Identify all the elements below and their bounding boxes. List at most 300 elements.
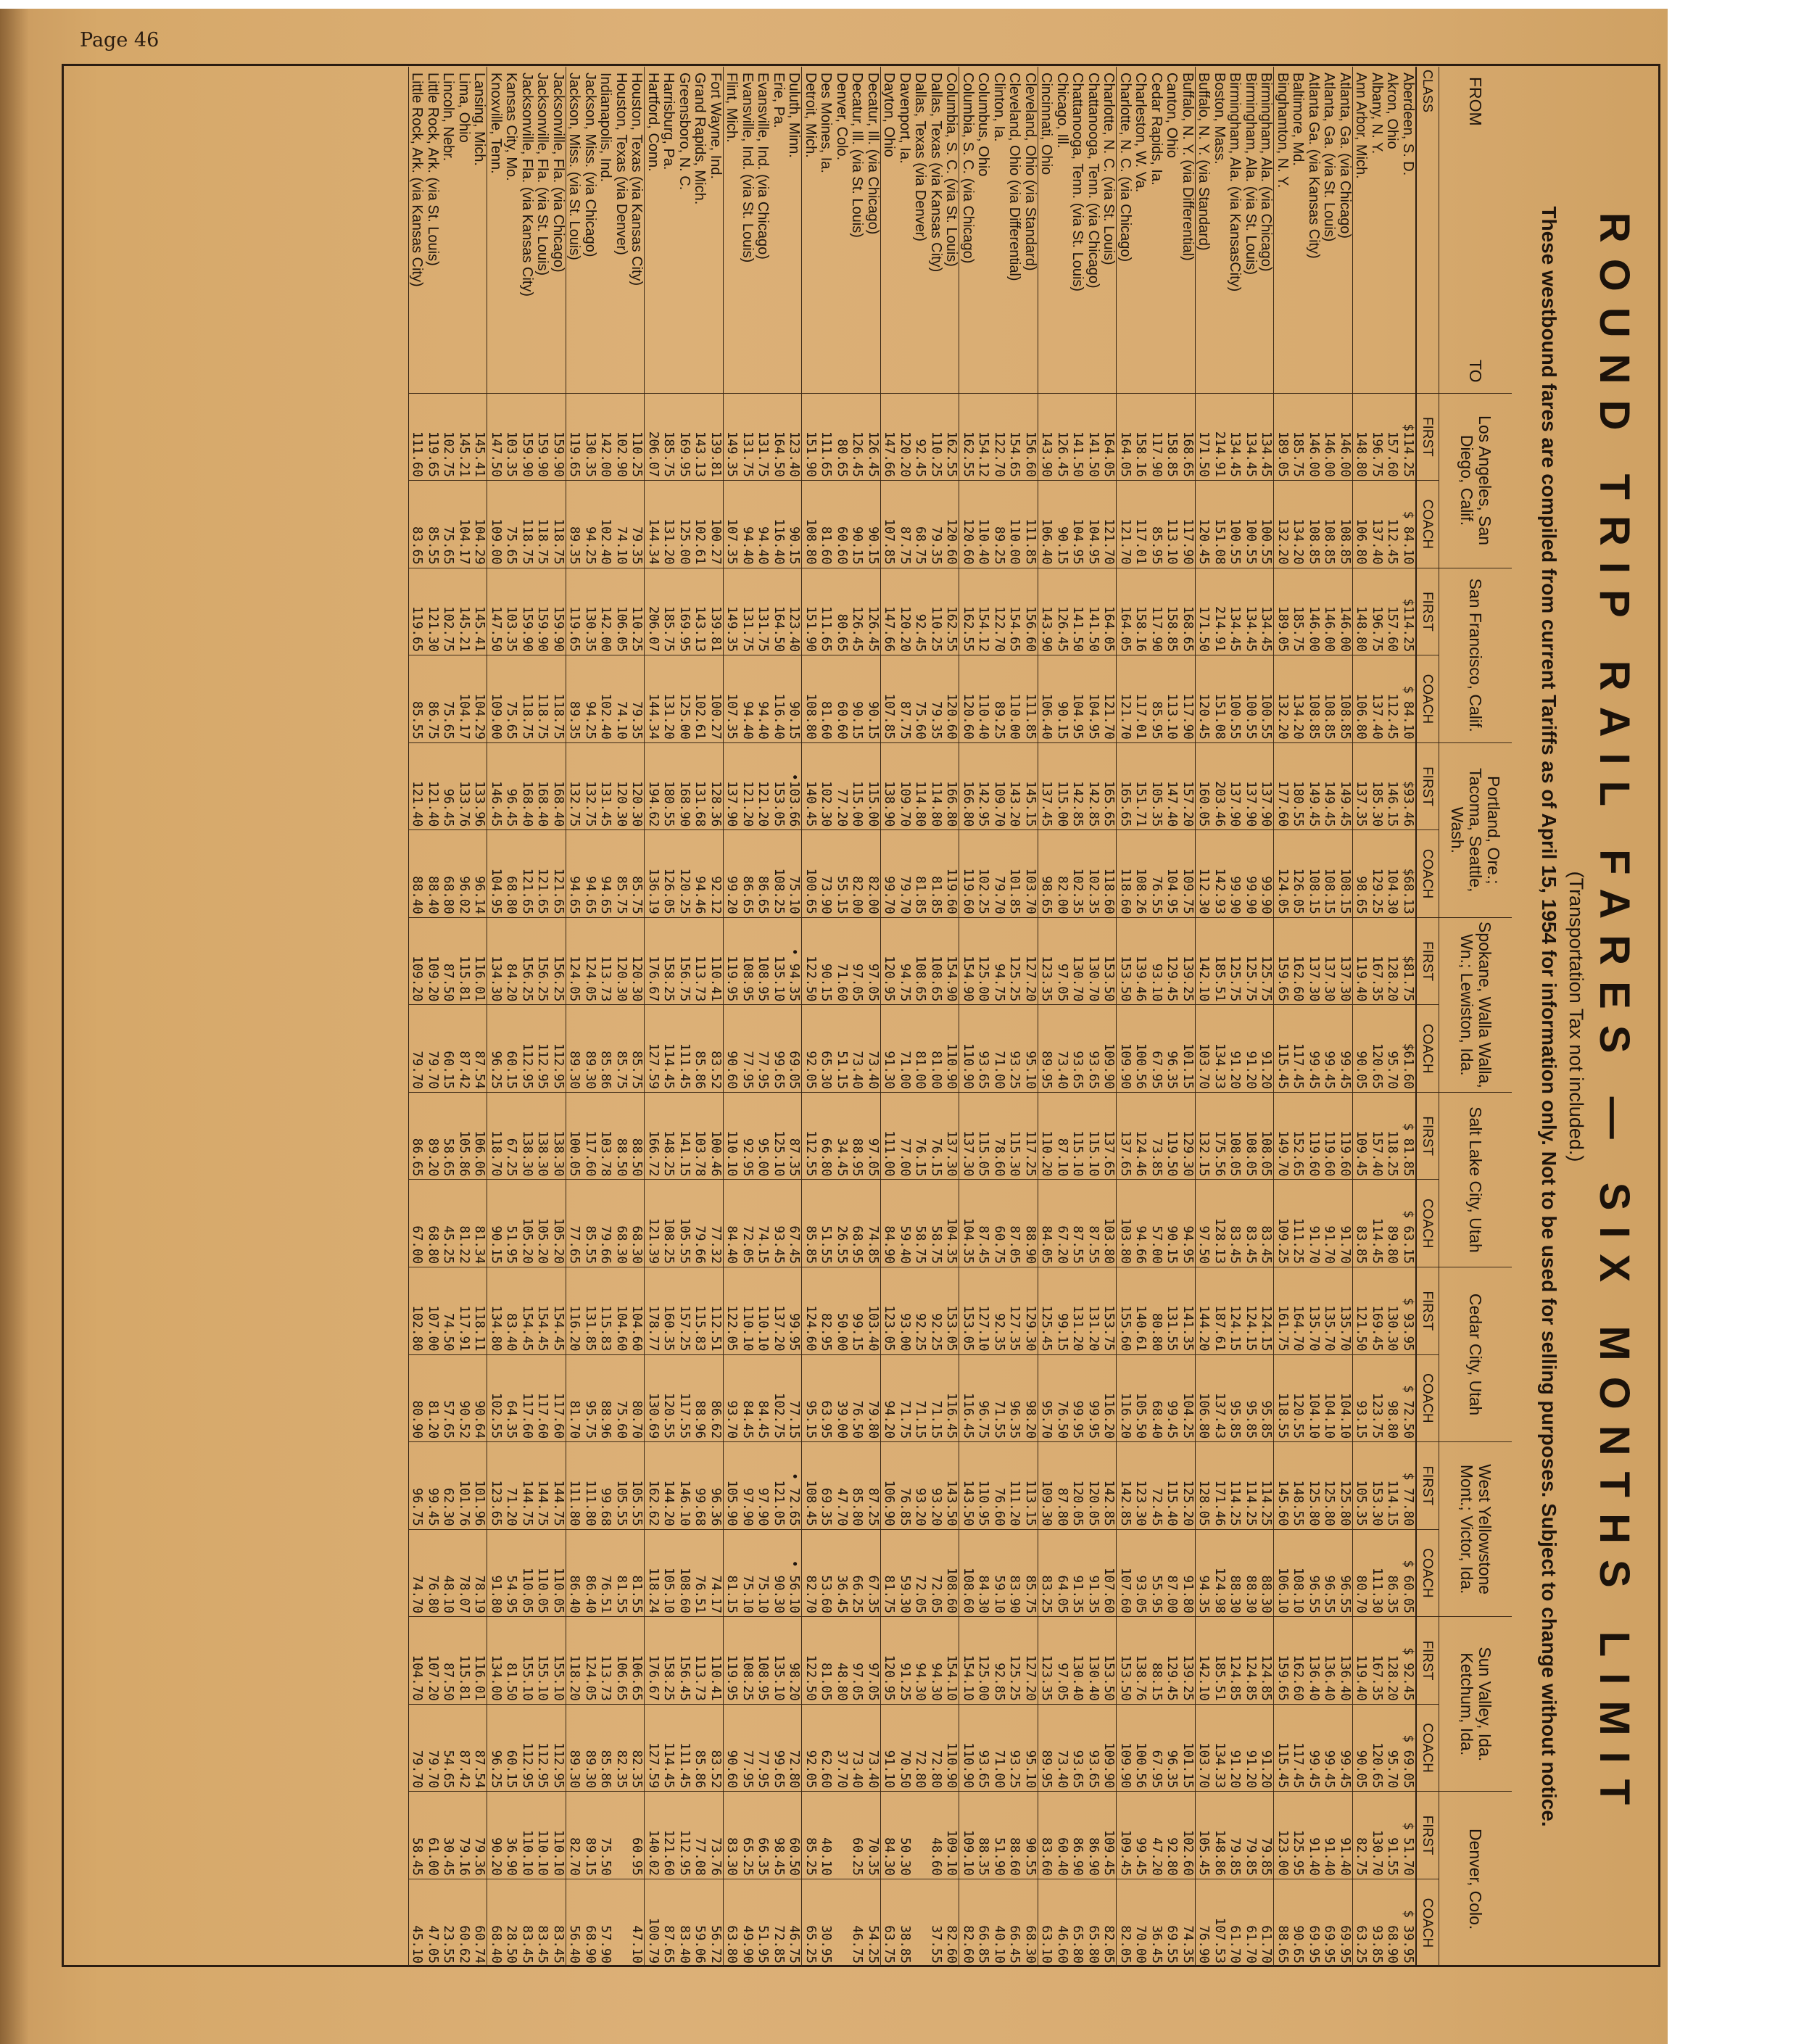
fare-value: 74.17 (708, 1575, 723, 1614)
fare-value: 121.60 (661, 1829, 676, 1876)
destination-header: San Francisco, Calif. (1439, 568, 1512, 742)
fare-value: 87.75 (898, 701, 912, 740)
fare-value: 112.30 (1196, 868, 1212, 914)
fare-column-cell (1353, 1704, 1417, 1792)
fare-value: 112.95 (677, 1829, 692, 1876)
fare-value: 86.40 (567, 1575, 582, 1614)
fare-value: 120.95 (882, 956, 897, 1002)
fare-value: 75.65 (504, 701, 519, 740)
fare-value: 115.83 (598, 1305, 613, 1352)
fare-value: 117.60 (535, 1392, 550, 1439)
fare-column-cell (959, 1704, 1038, 1792)
fare-value: 123.65 (489, 1480, 503, 1526)
origin-city: Duluth, Minn. (786, 73, 802, 158)
fare-column-cell (1038, 1267, 1117, 1355)
fare-value: 156.25 (520, 956, 534, 1002)
fare-value: 68.95 (850, 1225, 865, 1265)
fare-value: 120.55 (1291, 1392, 1306, 1439)
origin-city: Buffalo, N. Y. (via Standard) (1196, 73, 1212, 251)
coach-class-header: COACH (1416, 1005, 1439, 1093)
fare-value: 110.25 (929, 605, 943, 653)
fare-value: 68.80 (441, 876, 456, 914)
fare-value: 124.15 (1243, 1305, 1258, 1352)
fare-value: 109.20 (410, 956, 425, 1002)
fare-value: 71.15 (929, 1400, 943, 1439)
fare-value: 55.15 (835, 876, 849, 914)
fare-value: 111.80 (583, 1480, 597, 1526)
fare-value: 76.80 (426, 1575, 440, 1614)
destination-header: Salt Lake City, Utah (1439, 1092, 1512, 1267)
fare-value: 60.95 (629, 1837, 645, 1876)
fare-value: 109.45 (1101, 1829, 1117, 1876)
fare-value: 81.60 (819, 701, 834, 740)
fare-value: 70.35 (866, 1837, 880, 1876)
fare-value: 74.10 (614, 526, 629, 565)
fare-value: 88.35 (976, 1837, 991, 1876)
fare-value: 117.60 (520, 1392, 534, 1439)
fare-value: 79.70 (426, 1051, 440, 1089)
fare-value: 71.00 (898, 1051, 912, 1089)
origin-city: Evansville, Ind. (via St. Louis) (740, 73, 756, 263)
fare-value: 124.85 (1259, 1655, 1274, 1701)
rotated-fare-sheet (65, 67, 1660, 1966)
fare-value: 91.20 (1243, 1051, 1258, 1089)
fare-value: 80.70 (1354, 1575, 1369, 1614)
fare-value: 146.00 (1322, 431, 1337, 478)
fare-value: 89.15 (583, 1837, 597, 1876)
fare-value: 87.45 (976, 1225, 991, 1265)
fare-value: 103.70 (1196, 1742, 1212, 1789)
fare-value: 94.20 (882, 1400, 897, 1439)
fare-value: 111.85 (1023, 693, 1038, 740)
fare-value: 79.70 (992, 876, 1006, 914)
fare-value: 90.60 (724, 1750, 740, 1789)
fare-value: 144.34 (646, 518, 661, 565)
fare-value: 104.10 (1338, 1392, 1352, 1439)
fare-value: $ 69.05 (1401, 1734, 1415, 1789)
fare-value: 72.05 (929, 1575, 943, 1614)
origin-cities (1353, 67, 1417, 393)
fare-column-cell (1196, 1092, 1275, 1180)
fare-value: 91.70 (1338, 1225, 1352, 1265)
fare-value: 129.45 (1164, 1655, 1180, 1701)
fare-value: 116.20 (1118, 1392, 1133, 1439)
fare-value: 117.60 (551, 1392, 566, 1439)
fare-group-row (1196, 67, 1275, 1966)
fare-value: 54.65 (441, 1750, 456, 1789)
fare-value: 87.50 (441, 963, 456, 1002)
fare-value: 99.45 (1338, 1750, 1352, 1789)
first-class-header: FIRST (1416, 742, 1439, 830)
fare-value: 137.43 (1212, 1392, 1227, 1439)
fare-value: 112.45 (1385, 693, 1400, 740)
fare-value: 185.75 (661, 431, 676, 478)
origin-city: Cedar Rapids, Ia. (1149, 73, 1164, 186)
fare-column-cell (1117, 655, 1196, 743)
fare-value: $ 60.05 (1401, 1560, 1415, 1614)
origin-city: Indianapolis, Ind. (597, 73, 614, 183)
fare-column-cell (802, 568, 881, 655)
fare-value: 67.00 (410, 1225, 425, 1265)
fare-value: 63.95 (819, 1400, 834, 1439)
fare-column-cell (487, 1005, 566, 1093)
fare-value: 93.65 (1086, 1051, 1101, 1089)
fare-column-cell (1196, 1180, 1275, 1267)
fare-column-cell (802, 1442, 881, 1530)
fare-value: 168.90 (677, 781, 692, 827)
origin-cities (1117, 67, 1196, 393)
fare-value: 105.10 (661, 1568, 676, 1614)
fare-value: 70.00 (1133, 1925, 1149, 1964)
fare-value: 113.73 (692, 956, 708, 1002)
fare-value: 61.70 (1259, 1925, 1274, 1964)
fare-value: 75.65 (441, 526, 456, 565)
fare-value: 108.25 (661, 1217, 676, 1265)
fare-value: 118.25 (1385, 1130, 1400, 1177)
origin-cities (566, 67, 645, 393)
origin-city: Jacksonville, Fla. (via St. Louis) (534, 73, 551, 276)
fare-value: 147.66 (882, 431, 897, 478)
fare-value: 72.85 (771, 1925, 786, 1964)
fare-value: 104.95 (1070, 693, 1085, 740)
fare-value: 119.65 (426, 431, 440, 478)
fare-value: 99.15 (850, 1312, 865, 1352)
coach-class-header: COACH (1416, 830, 1439, 918)
fare-value: 85.86 (598, 1750, 613, 1789)
fare-value: 126.45 (850, 431, 865, 478)
fare-value: 115.45 (1275, 1742, 1290, 1789)
fare-value: 65.25 (740, 1837, 755, 1876)
fare-value: 97.50 (1196, 1225, 1212, 1265)
fare-column-cell (881, 1529, 960, 1617)
fare-column-cell (487, 917, 566, 1005)
fare-value: 51.15 (835, 1051, 849, 1089)
fare-column-cell (1353, 1529, 1417, 1617)
fare-value: 90.65 (1291, 1925, 1306, 1964)
fare-column-cell (487, 1704, 566, 1792)
fare-value: 168.65 (1180, 431, 1195, 478)
fare-value: 125.25 (1007, 1655, 1022, 1701)
fare-value: 91.20 (1228, 1051, 1243, 1089)
fare-value: 90.15 (787, 701, 802, 740)
fare-value: 79.35 (929, 701, 943, 740)
fare-value: 137.30 (1322, 956, 1337, 1002)
fare-value: 153.50 (1118, 1655, 1133, 1701)
fare-value: 142.00 (598, 431, 613, 478)
fare-value: 100.05 (567, 1130, 582, 1177)
fare-value: 119.60 (944, 868, 959, 914)
fare-value: 36.45 (1149, 1925, 1164, 1964)
fare-value: 94.40 (756, 701, 771, 740)
fare-value: 113.10 (1164, 518, 1180, 565)
fare-column-cell (881, 742, 960, 830)
fare-value: 93.70 (724, 1400, 740, 1439)
fare-value: 125.80 (1338, 1480, 1352, 1526)
fare-value: 56.40 (567, 1925, 582, 1964)
fare-value: 79.66 (692, 1225, 708, 1265)
fare-value: 112.95 (535, 1043, 550, 1089)
fare-column-cell (802, 1617, 881, 1705)
fare-column-cell (1353, 1005, 1417, 1093)
fare-value: 75.60 (913, 701, 928, 740)
fare-value: $ 81.85 (1401, 1122, 1415, 1177)
fare-value: 143.90 (1039, 431, 1054, 478)
fare-value: 159.90 (520, 605, 534, 653)
fare-value: 65.80 (1070, 1925, 1085, 1964)
fare-value: 77.65 (567, 1225, 582, 1265)
fare-value: 116.45 (961, 1392, 975, 1439)
fare-column-cell (1274, 1442, 1353, 1530)
fare-value: 123.35 (1039, 1655, 1054, 1701)
fare-value: 89.30 (583, 1750, 597, 1789)
fare-column-cell (487, 1617, 566, 1705)
fare-value: 131.68 (692, 781, 708, 827)
fare-value: 110.40 (976, 693, 991, 740)
fare-value: 88.40 (426, 876, 440, 914)
fare-value: 109.90 (1118, 1043, 1133, 1089)
fare-value: 85.75 (629, 1051, 645, 1089)
fare-value: 68.30 (1023, 1925, 1038, 1964)
fare-value: 169.95 (677, 431, 692, 478)
fare-value: 144.20 (661, 1480, 676, 1526)
fare-value: 131.20 (661, 693, 676, 740)
fare-column-cell (1038, 568, 1117, 655)
fare-value: 136.40 (1307, 1655, 1321, 1701)
fare-value: 121.40 (410, 781, 425, 827)
fare-value: 130.70 (1086, 956, 1101, 1002)
fare-value: 63.10 (1039, 1925, 1054, 1964)
fare-value: 125.80 (1322, 1480, 1337, 1526)
origin-city: Buffalo, N. Y. (via Differential) (1180, 73, 1196, 261)
fare-value: 137.30 (1338, 956, 1352, 1002)
fare-value: 100.55 (1243, 518, 1258, 565)
origin-city: Kansas City, Mo. (503, 73, 520, 181)
fare-value: 89.80 (1385, 1225, 1400, 1265)
fare-value: 87.42 (457, 1051, 471, 1089)
fare-value: 136.40 (1338, 1655, 1352, 1701)
fare-value: 135.70 (1338, 1305, 1352, 1352)
fare-value: 68.80 (426, 1225, 440, 1265)
fare-column-cell (645, 1092, 724, 1180)
fare-value: 104.60 (614, 1305, 629, 1352)
origin-city: Houston, Texas (via Denver) (613, 73, 629, 255)
origin-city: Boston, Mass. (1212, 73, 1228, 165)
fare-value: 131.20 (1086, 1305, 1101, 1352)
fare-value: 91.40 (1338, 1837, 1352, 1876)
fare-value: 96.25 (489, 1051, 503, 1089)
fare-value: 79.70 (410, 1051, 425, 1089)
fare-value: 113.73 (692, 1655, 708, 1701)
fare-column-cell (566, 1617, 645, 1705)
fare-value: 154.10 (961, 1655, 975, 1701)
fare-value: 158.25 (661, 956, 676, 1002)
fare-value: 120.65 (1370, 1742, 1384, 1789)
fare-value: 106.40 (1039, 693, 1054, 740)
fare-value: 71.55 (992, 1400, 1006, 1439)
first-class-header: FIRST (1416, 393, 1439, 481)
fare-column-cell (959, 655, 1038, 743)
fare-value: 88.65 (1275, 1925, 1290, 1964)
fare-value: 107.85 (882, 693, 897, 740)
fare-value: 166.72 (646, 1130, 661, 1177)
fare-value: 135.10 (771, 956, 786, 1002)
fare-value: 137.30 (1307, 956, 1321, 1002)
fare-value: 81.05 (819, 1663, 834, 1701)
fare-value: 121.20 (740, 781, 755, 827)
fare-value: 124.05 (583, 1655, 597, 1701)
fare-column-cell (1196, 655, 1275, 743)
fare-value: 130.69 (646, 1392, 661, 1439)
fare-value: 147.50 (489, 605, 503, 653)
fare-value: 153.05 (944, 1305, 959, 1352)
fare-value: 105.86 (457, 1130, 471, 1177)
fare-value: 168.65 (1180, 605, 1195, 653)
fare-value: 68.30 (614, 1225, 629, 1265)
fare-value: 60.60 (835, 526, 849, 565)
fare-value: 82.05 (1118, 1925, 1133, 1964)
fare-value: 83.45 (1243, 1225, 1258, 1265)
fare-column-cell (802, 1092, 881, 1180)
origin-city: Dallas, Texas (via Denver) (912, 73, 929, 242)
fare-column-cell (409, 917, 488, 1005)
fare-column-cell (1274, 1354, 1353, 1442)
fare-value: 36.45 (835, 1575, 849, 1614)
origin-city: Erie, Pa. (771, 73, 787, 128)
fare-column-cell (1196, 1354, 1275, 1442)
fare-value: 103.40 (866, 1305, 880, 1352)
fare-value: 125.20 (1180, 1480, 1195, 1526)
fare-value: 137.65 (1118, 1130, 1133, 1177)
fare-column-cell (1274, 655, 1353, 743)
fare-column-cell (1274, 1879, 1353, 1966)
fare-column-cell (802, 1180, 881, 1267)
fare-value: 106.80 (1196, 1392, 1212, 1439)
fare-value: 144.20 (1196, 1305, 1212, 1352)
fare-value: 124.05 (1275, 868, 1290, 914)
fare-value: 121.70 (1101, 693, 1117, 740)
fare-value: 128.05 (1196, 1480, 1212, 1526)
fare-value: 93.45 (771, 1225, 786, 1265)
fare-value: 114.25 (1243, 1480, 1258, 1526)
fare-value: 124.46 (1133, 1130, 1149, 1177)
fare-value: 167.35 (1370, 1655, 1384, 1701)
fare-column-cell (645, 1354, 724, 1442)
fare-value: 153.50 (1118, 956, 1133, 1002)
fare-value: 59.30 (898, 1575, 912, 1614)
fare-value: 99.45 (1164, 1400, 1180, 1439)
fare-value: 124.05 (583, 956, 597, 1002)
fare-value: 128.20 (1385, 956, 1400, 1002)
fare-value: 115.10 (1086, 1130, 1101, 1177)
fare-value: 60.25 (850, 1837, 865, 1876)
fare-value: 109.10 (961, 1829, 975, 1876)
fare-value: 145.21 (457, 431, 471, 478)
fare-value: 48.80 (835, 1663, 849, 1701)
fare-value: 171.46 (1212, 1480, 1227, 1526)
fare-value: 82.00 (850, 876, 865, 914)
fare-value: 104.35 (961, 1217, 975, 1265)
fare-value: 95.00 (756, 1138, 771, 1177)
coach-class-header: COACH (1416, 481, 1439, 568)
fare-value: 83.45 (535, 1925, 550, 1964)
fare-value: 40.10 (819, 1837, 834, 1876)
fare-value: 82.35 (614, 1750, 629, 1789)
fare-value: 104.95 (1086, 518, 1101, 565)
fare-value: 68.90 (583, 1925, 597, 1964)
fare-value: 82.35 (629, 1750, 645, 1789)
fare-value: 77.00 (898, 1138, 912, 1177)
origin-city: Atlanta Ga. (via Kansas City) (1306, 73, 1322, 259)
fare-value: 103.70 (1023, 868, 1038, 914)
destination-header: West Yellowstone Mont.; Victor, Ida. (1439, 1442, 1512, 1617)
fare-value: 124.85 (1243, 1655, 1258, 1701)
fare-value: $ 51.70 (1401, 1822, 1415, 1876)
fare-value: 146.00 (1338, 605, 1352, 653)
fare-column-cell (881, 1704, 960, 1792)
fare-value: 83.40 (504, 1312, 519, 1352)
origin-cities (487, 67, 566, 393)
fare-value: 109.45 (1354, 1130, 1369, 1177)
fare-value: 48.60 (929, 1837, 943, 1876)
fare-value: 108.60 (961, 1568, 975, 1614)
fare-column-cell (1117, 1005, 1196, 1093)
fare-value: 99.95 (1086, 1400, 1101, 1439)
fare-column-cell (724, 481, 803, 568)
fare-value: 87.10 (1055, 1138, 1069, 1177)
fare-value: 88.95 (850, 1138, 865, 1177)
fare-value: 112.95 (520, 1043, 534, 1089)
from-to-header (1439, 67, 1512, 393)
fare-column-cell (802, 1529, 881, 1617)
fare-value: 91.20 (1259, 1051, 1274, 1089)
fare-value: 99.70 (882, 876, 897, 914)
fare-value: 65.25 (803, 1925, 818, 1964)
fare-value: 100.55 (1228, 693, 1243, 740)
fare-value: 162.55 (961, 431, 975, 478)
fare-value: 83.45 (1228, 1225, 1243, 1265)
fare-value: 99.65 (771, 1051, 786, 1089)
fare-value: 81.00 (913, 1051, 928, 1089)
fare-column-cell (487, 1529, 566, 1617)
fare-group-row (802, 67, 881, 1966)
fare-value: 87.54 (472, 1051, 487, 1089)
fare-value: 59.10 (992, 1575, 1006, 1614)
fare-value: 98.65 (1354, 876, 1369, 914)
fare-value: 143.90 (1039, 605, 1054, 653)
fare-column-cell (566, 1354, 645, 1442)
fare-column-cell (959, 742, 1038, 830)
fare-value: 84.30 (882, 1837, 897, 1876)
fare-value: 100.79 (646, 1917, 661, 1964)
fare-value: 110.41 (708, 956, 723, 1002)
fare-value: 116.40 (771, 518, 786, 565)
fare-value: 93.10 (1149, 963, 1164, 1002)
fare-value: 93.00 (898, 1312, 912, 1352)
fare-value: 153.30 (1370, 1480, 1384, 1526)
fare-value: 120.65 (1370, 1043, 1384, 1089)
fare-value: $ 84.10 (1401, 685, 1415, 740)
fare-value: 100.65 (803, 868, 818, 914)
fare-value: 119.65 (567, 431, 582, 478)
fare-value: 126.45 (866, 431, 880, 478)
fare-value: 93.20 (913, 1487, 928, 1526)
fare-value: 124.98 (1212, 1568, 1227, 1614)
origin-city: Ann Arbor, Mich. (1353, 73, 1370, 179)
fare-column-cell (566, 481, 645, 568)
fare-value: 110.90 (961, 1043, 975, 1089)
fare-value: 176.67 (646, 1655, 661, 1701)
fare-value: 148.55 (1291, 1480, 1306, 1526)
